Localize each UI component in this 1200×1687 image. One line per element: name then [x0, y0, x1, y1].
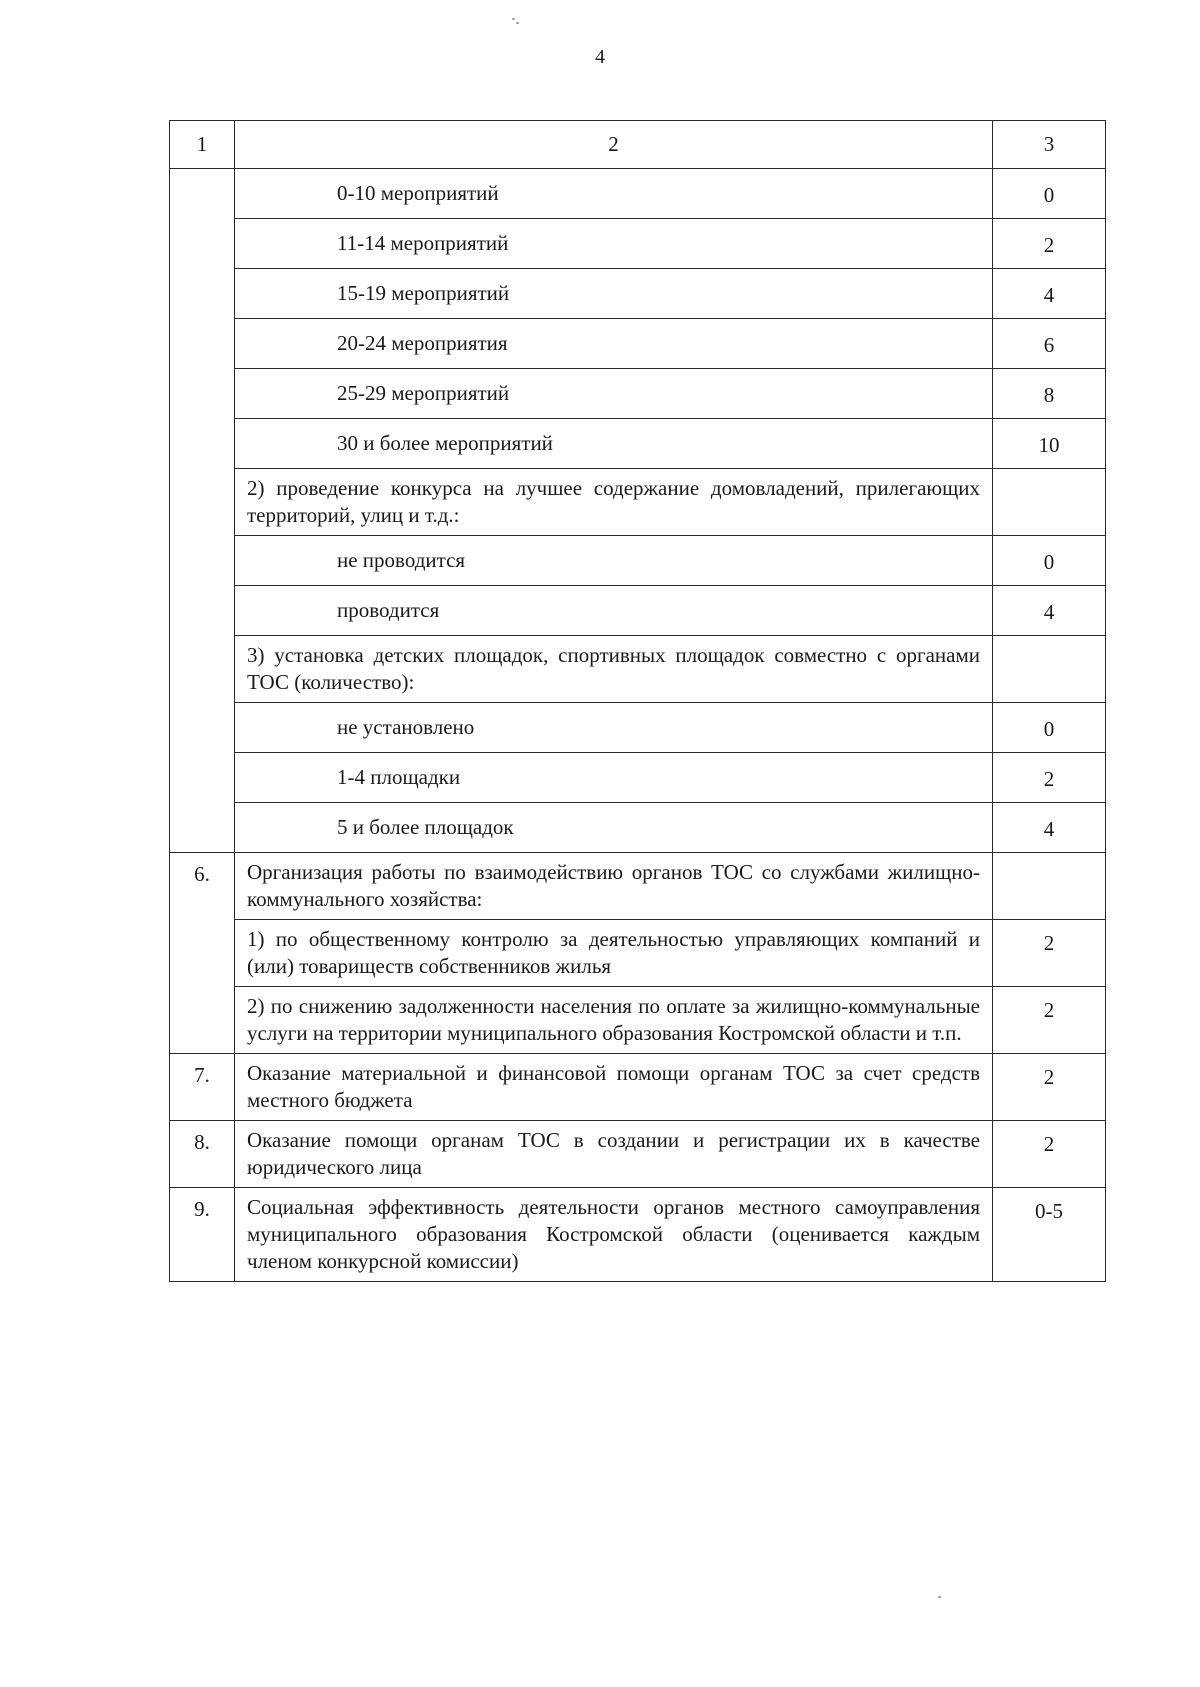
contest-criterion-text: 2) проведение конкурса на лучшее содержание домовладений, прилегающих территорий, улиц и т.д.: [235, 469, 993, 536]
table-row [170, 803, 1106, 853]
table-row [170, 987, 1106, 1054]
playgrounds-option-label: 5 и более площадок [235, 803, 993, 853]
playgrounds-option-label: 1-4 площадки [235, 753, 993, 803]
events-option-label: 30 и более мероприятий [235, 419, 993, 469]
events-option-score: 4 [993, 269, 1106, 319]
header-col-2: 2 [235, 121, 993, 169]
criterion-subitem-text: 1) по общественному контролю за деятельностью управляющих компаний и (или) товариществ собственников жилья [235, 920, 993, 987]
criterion-score: 0-5 [993, 1188, 1106, 1282]
header-col-1: 1 [170, 121, 235, 169]
scan-speck [512, 18, 515, 20]
events-option-label: 25-29 мероприятий [235, 369, 993, 419]
events-option-score: 6 [993, 319, 1106, 369]
playgrounds-criterion-score [993, 636, 1106, 703]
criterion-subitem-text: 2) по снижению задолженности населения по оплате за жилищно-коммунальные услуги на территории муниципального образования Костромской области и т.п. [235, 987, 993, 1054]
table-row [170, 1188, 1106, 1282]
table-row [170, 1121, 1106, 1188]
page-number: 4 [595, 46, 605, 68]
row-number: 7. [170, 1054, 235, 1121]
row-number: 8. [170, 1121, 235, 1188]
table-row [170, 219, 1106, 269]
table-row [170, 369, 1106, 419]
events-option-label: 11-14 мероприятий [235, 219, 993, 269]
table-row [170, 169, 1106, 219]
events-option-label: 15-19 мероприятий [235, 269, 993, 319]
criterion-score [993, 853, 1106, 920]
table-row [170, 419, 1106, 469]
table-row [170, 319, 1106, 369]
events-option-label: 20-24 мероприятия [235, 319, 993, 369]
playgrounds-option-score: 0 [993, 703, 1106, 753]
criteria-table [169, 120, 1106, 1282]
contest-option-label: проводится [235, 586, 993, 636]
criterion-text: Организация работы по взаимодействию органов ТОС со службами жилищно-коммунального хозяйства: [235, 853, 993, 920]
table-row [170, 469, 1106, 536]
contest-option-score: 4 [993, 586, 1106, 636]
row-number: 6. [170, 853, 235, 1054]
events-option-score: 2 [993, 219, 1106, 269]
events-option-score: 8 [993, 369, 1106, 419]
table-row [170, 920, 1106, 987]
table-row [170, 753, 1106, 803]
scan-speck [938, 1596, 941, 1598]
row-number: 9. [170, 1188, 235, 1282]
criterion-text: Оказание помощи органам ТОС в создании и регистрации их в качестве юридического лица [235, 1121, 993, 1188]
table-row [170, 853, 1106, 920]
header-col-3: 3 [993, 121, 1106, 169]
table-header-row [170, 121, 1106, 169]
table-row [170, 636, 1106, 703]
criterion-score: 2 [993, 1054, 1106, 1121]
criterion-text: Социальная эффективность деятельности органов местного самоуправления муниципального образования Костромской области (оценивается каждым членом конкурсной комиссии) [235, 1188, 993, 1282]
table-row [170, 269, 1106, 319]
table-row [170, 703, 1106, 753]
events-option-label: 0-10 мероприятий [235, 169, 993, 219]
playgrounds-criterion-text: 3) установка детских площадок, спортивных площадок совместно с органами ТОС (количество): [235, 636, 993, 703]
criterion-subitem-score: 2 [993, 987, 1106, 1054]
contest-option-label: не проводится [235, 536, 993, 586]
criterion-text: Оказание материальной и финансовой помощи органам ТОС за счет средств местного бюджета [235, 1054, 993, 1121]
contest-option-score: 0 [993, 536, 1106, 586]
table-row [170, 536, 1106, 586]
playgrounds-option-score: 4 [993, 803, 1106, 853]
continuation-number-cell [170, 169, 235, 853]
contest-criterion-score [993, 469, 1106, 536]
criterion-score: 2 [993, 1121, 1106, 1188]
events-option-score: 10 [993, 419, 1106, 469]
playgrounds-option-label: не установлено [235, 703, 993, 753]
events-option-score: 0 [993, 169, 1106, 219]
table-row [170, 586, 1106, 636]
scan-speck [516, 22, 519, 24]
playgrounds-option-score: 2 [993, 753, 1106, 803]
criterion-subitem-score: 2 [993, 920, 1106, 987]
table-row [170, 1054, 1106, 1121]
